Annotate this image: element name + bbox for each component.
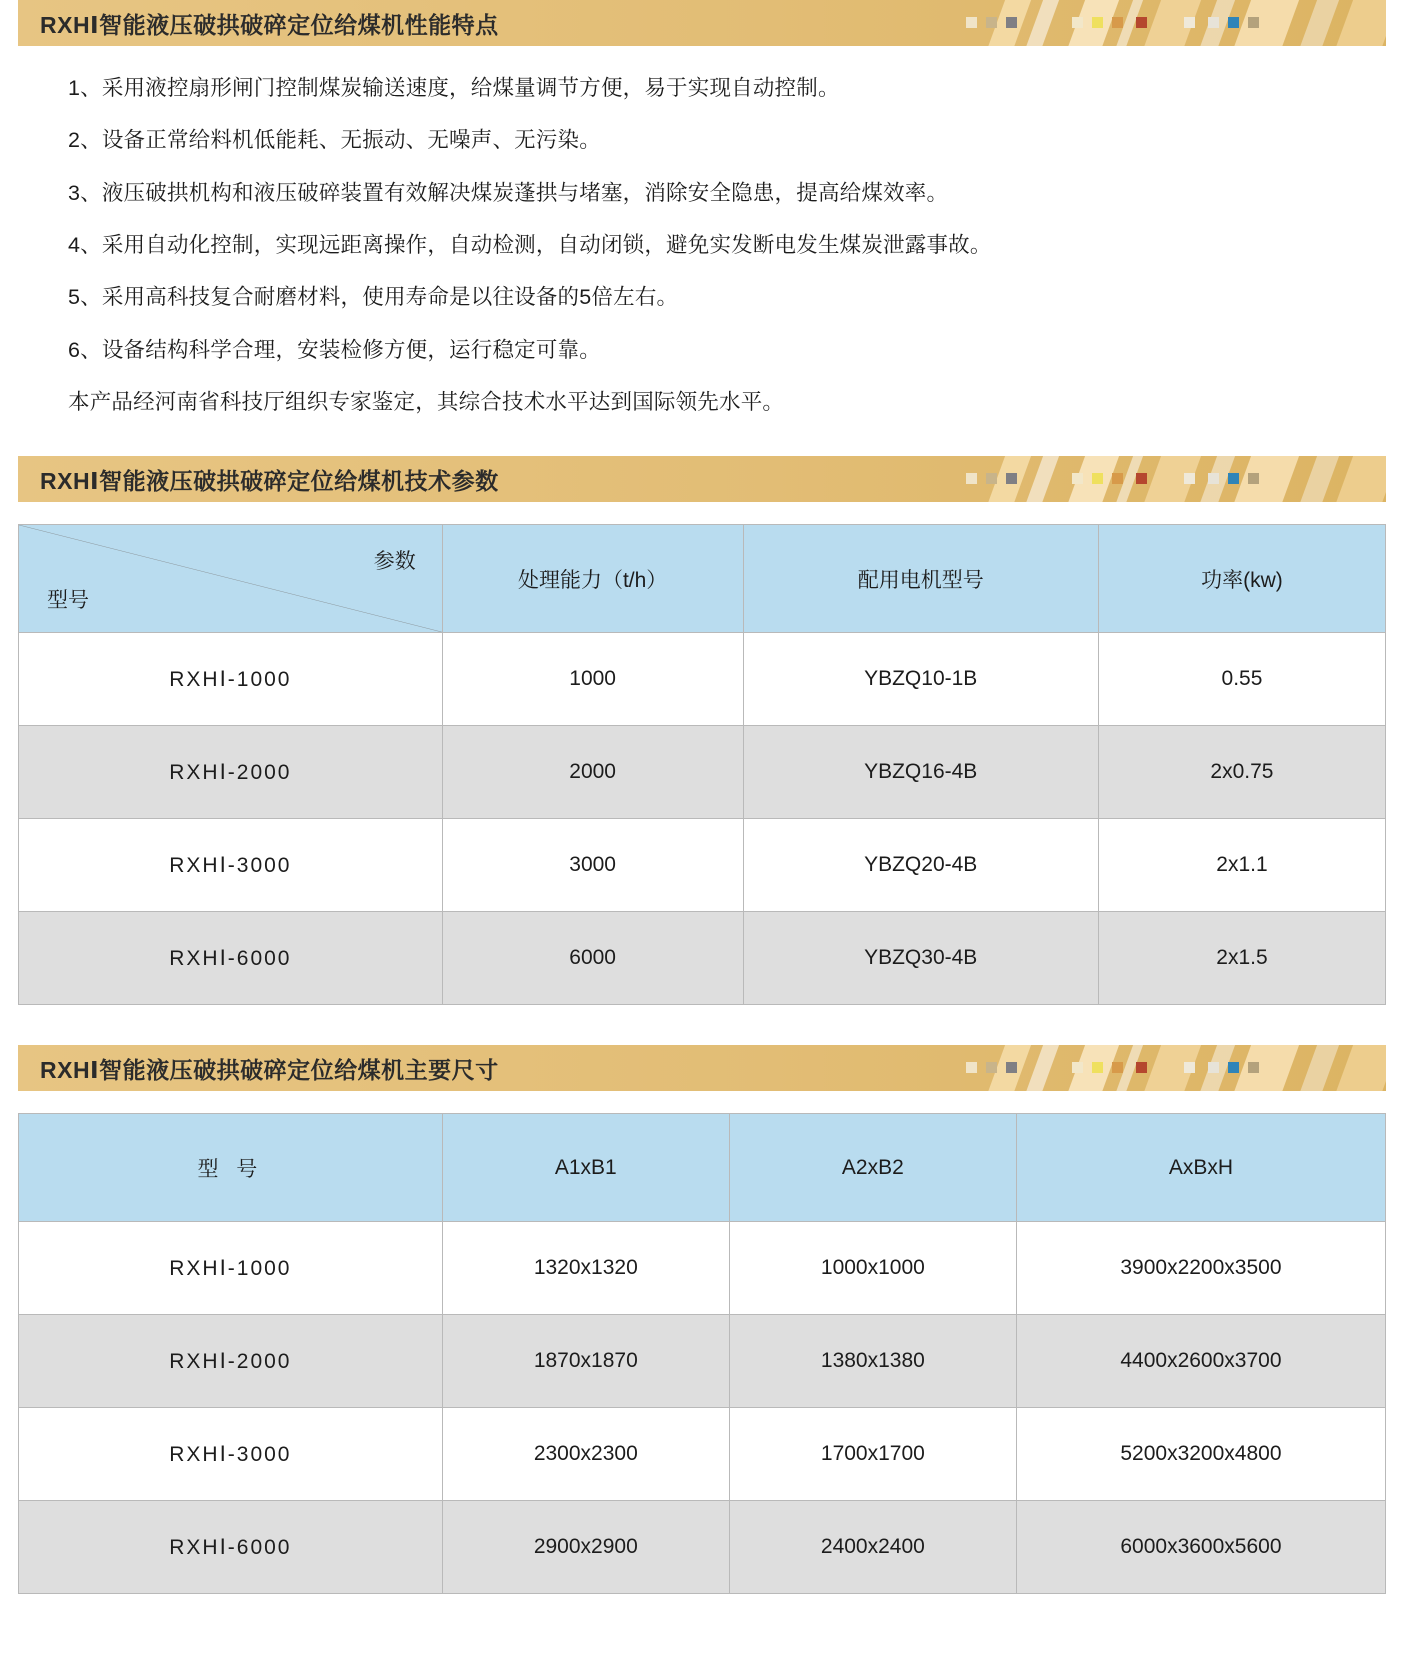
- cell-model: RXHⅠ-6000: [19, 912, 443, 1005]
- section-title-dimensions: RXHⅠ智能液压破拱破碎定位给煤机主要尺寸: [40, 1056, 499, 1083]
- cell-a2b2: 2400x2400: [729, 1501, 1016, 1594]
- cell-capacity: 6000: [442, 912, 743, 1005]
- cell-axbxh: 3900x2200x3500: [1016, 1222, 1385, 1315]
- feature-item: 5、采用高科技复合耐磨材料，使用寿命是以往设备的5倍左右。: [68, 285, 679, 310]
- header-power: 功率(kw): [1098, 525, 1385, 633]
- cell-power: 2x1.1: [1098, 819, 1385, 912]
- feature-item: 6、设备结构科学合理，安装检修方便，运行稳定可靠。: [68, 337, 601, 362]
- table-row: [19, 1501, 1386, 1594]
- section-title-features: RXHⅠ智能液压破拱破碎定位给煤机性能特点: [40, 11, 499, 38]
- cell-motor-model: YBZQ10-1B: [743, 633, 1098, 726]
- section-header-dimensions: [18, 1045, 1386, 1091]
- cell-power: 2x0.75: [1098, 726, 1385, 819]
- header-capacity: 处理能力（t/h）: [442, 525, 743, 633]
- cell-a1b1: 2900x2900: [442, 1501, 729, 1594]
- cell-axbxh: 5200x3200x4800: [1016, 1408, 1385, 1501]
- cell-power: 2x1.5: [1098, 912, 1385, 1005]
- cell-model: RXHⅠ-2000: [19, 726, 443, 819]
- table-row: [19, 912, 1386, 1005]
- cell-model: RXHⅠ-2000: [19, 1315, 443, 1408]
- header-label-parameter: 参数: [373, 550, 416, 574]
- cell-a2b2: 1700x1700: [729, 1408, 1016, 1501]
- header-axbxh: AxBxH: [1016, 1114, 1385, 1222]
- table-row: [19, 1222, 1386, 1315]
- header-decoration: [956, 0, 1386, 46]
- feature-item: 4、采用自动化控制，实现远距离操作，自动检测，自动闭锁，避免实发断电发生煤炭泄露事故。: [68, 232, 992, 257]
- cell-model: RXHⅠ-1000: [19, 633, 443, 726]
- cell-axbxh: 6000x3600x5600: [1016, 1501, 1385, 1594]
- cell-motor-model: YBZQ30-4B: [743, 912, 1098, 1005]
- diagonal-header-cell: [19, 525, 443, 633]
- cell-capacity: 1000: [442, 633, 743, 726]
- cell-a2b2: 1000x1000: [729, 1222, 1016, 1315]
- cell-model: RXHⅠ-6000: [19, 1501, 443, 1594]
- spacer: [18, 1015, 1386, 1045]
- diagonal-line: [19, 525, 442, 632]
- table-row: [19, 633, 1386, 726]
- section-header-parameters: [18, 456, 1386, 502]
- table-row: [19, 1315, 1386, 1408]
- features-closing-note: 本产品经河南省科技厅组织专家鉴定，其综合技术水平达到国际领先水平。: [68, 389, 785, 414]
- feature-item: 3、液压破拱机构和液压破碎装置有效解决煤炭蓬拱与堵塞，消除安全隐患，提高给煤效率。: [68, 180, 949, 205]
- dimensions-table: [18, 1113, 1386, 1594]
- cell-power: 0.55: [1098, 633, 1385, 726]
- cell-a1b1: 2300x2300: [442, 1408, 729, 1501]
- header-decoration: [956, 456, 1386, 502]
- parameters-table: [18, 524, 1386, 1005]
- cell-a1b1: 1870x1870: [442, 1315, 729, 1408]
- table-header-row: [19, 1114, 1386, 1222]
- table-row: [19, 726, 1386, 819]
- header-decoration: [956, 1045, 1386, 1091]
- header-model: 型 号: [19, 1114, 443, 1222]
- cell-a1b1: 1320x1320: [442, 1222, 729, 1315]
- feature-item: 2、设备正常给料机低能耗、无振动、无噪声、无污染。: [68, 128, 601, 153]
- header-motor-model: 配用电机型号: [743, 525, 1098, 633]
- section-header-features: [18, 0, 1386, 46]
- features-list: [18, 46, 1386, 456]
- cell-model: RXHⅠ-1000: [19, 1222, 443, 1315]
- cell-model: RXHⅠ-3000: [19, 819, 443, 912]
- header-a2b2: A2xB2: [729, 1114, 1016, 1222]
- cell-capacity: 3000: [442, 819, 743, 912]
- cell-model: RXHⅠ-3000: [19, 1408, 443, 1501]
- table-row: [19, 819, 1386, 912]
- feature-item: 1、采用液控扇形闸门控制煤炭输送速度，给煤量调节方便，易于实现自动控制。: [68, 76, 840, 100]
- cell-axbxh: 4400x2600x3700: [1016, 1315, 1385, 1408]
- table-row: [19, 1408, 1386, 1501]
- cell-motor-model: YBZQ16-4B: [743, 726, 1098, 819]
- header-label-model: 型号: [47, 589, 89, 613]
- cell-motor-model: YBZQ20-4B: [743, 819, 1098, 912]
- cell-a2b2: 1380x1380: [729, 1315, 1016, 1408]
- features-items: [18, 72, 1386, 367]
- cell-capacity: 2000: [442, 726, 743, 819]
- header-a1b1: A1xB1: [442, 1114, 729, 1222]
- section-title-parameters: RXHⅠ智能液压破拱破碎定位给煤机技术参数: [40, 467, 499, 494]
- table-header-row: [19, 525, 1386, 633]
